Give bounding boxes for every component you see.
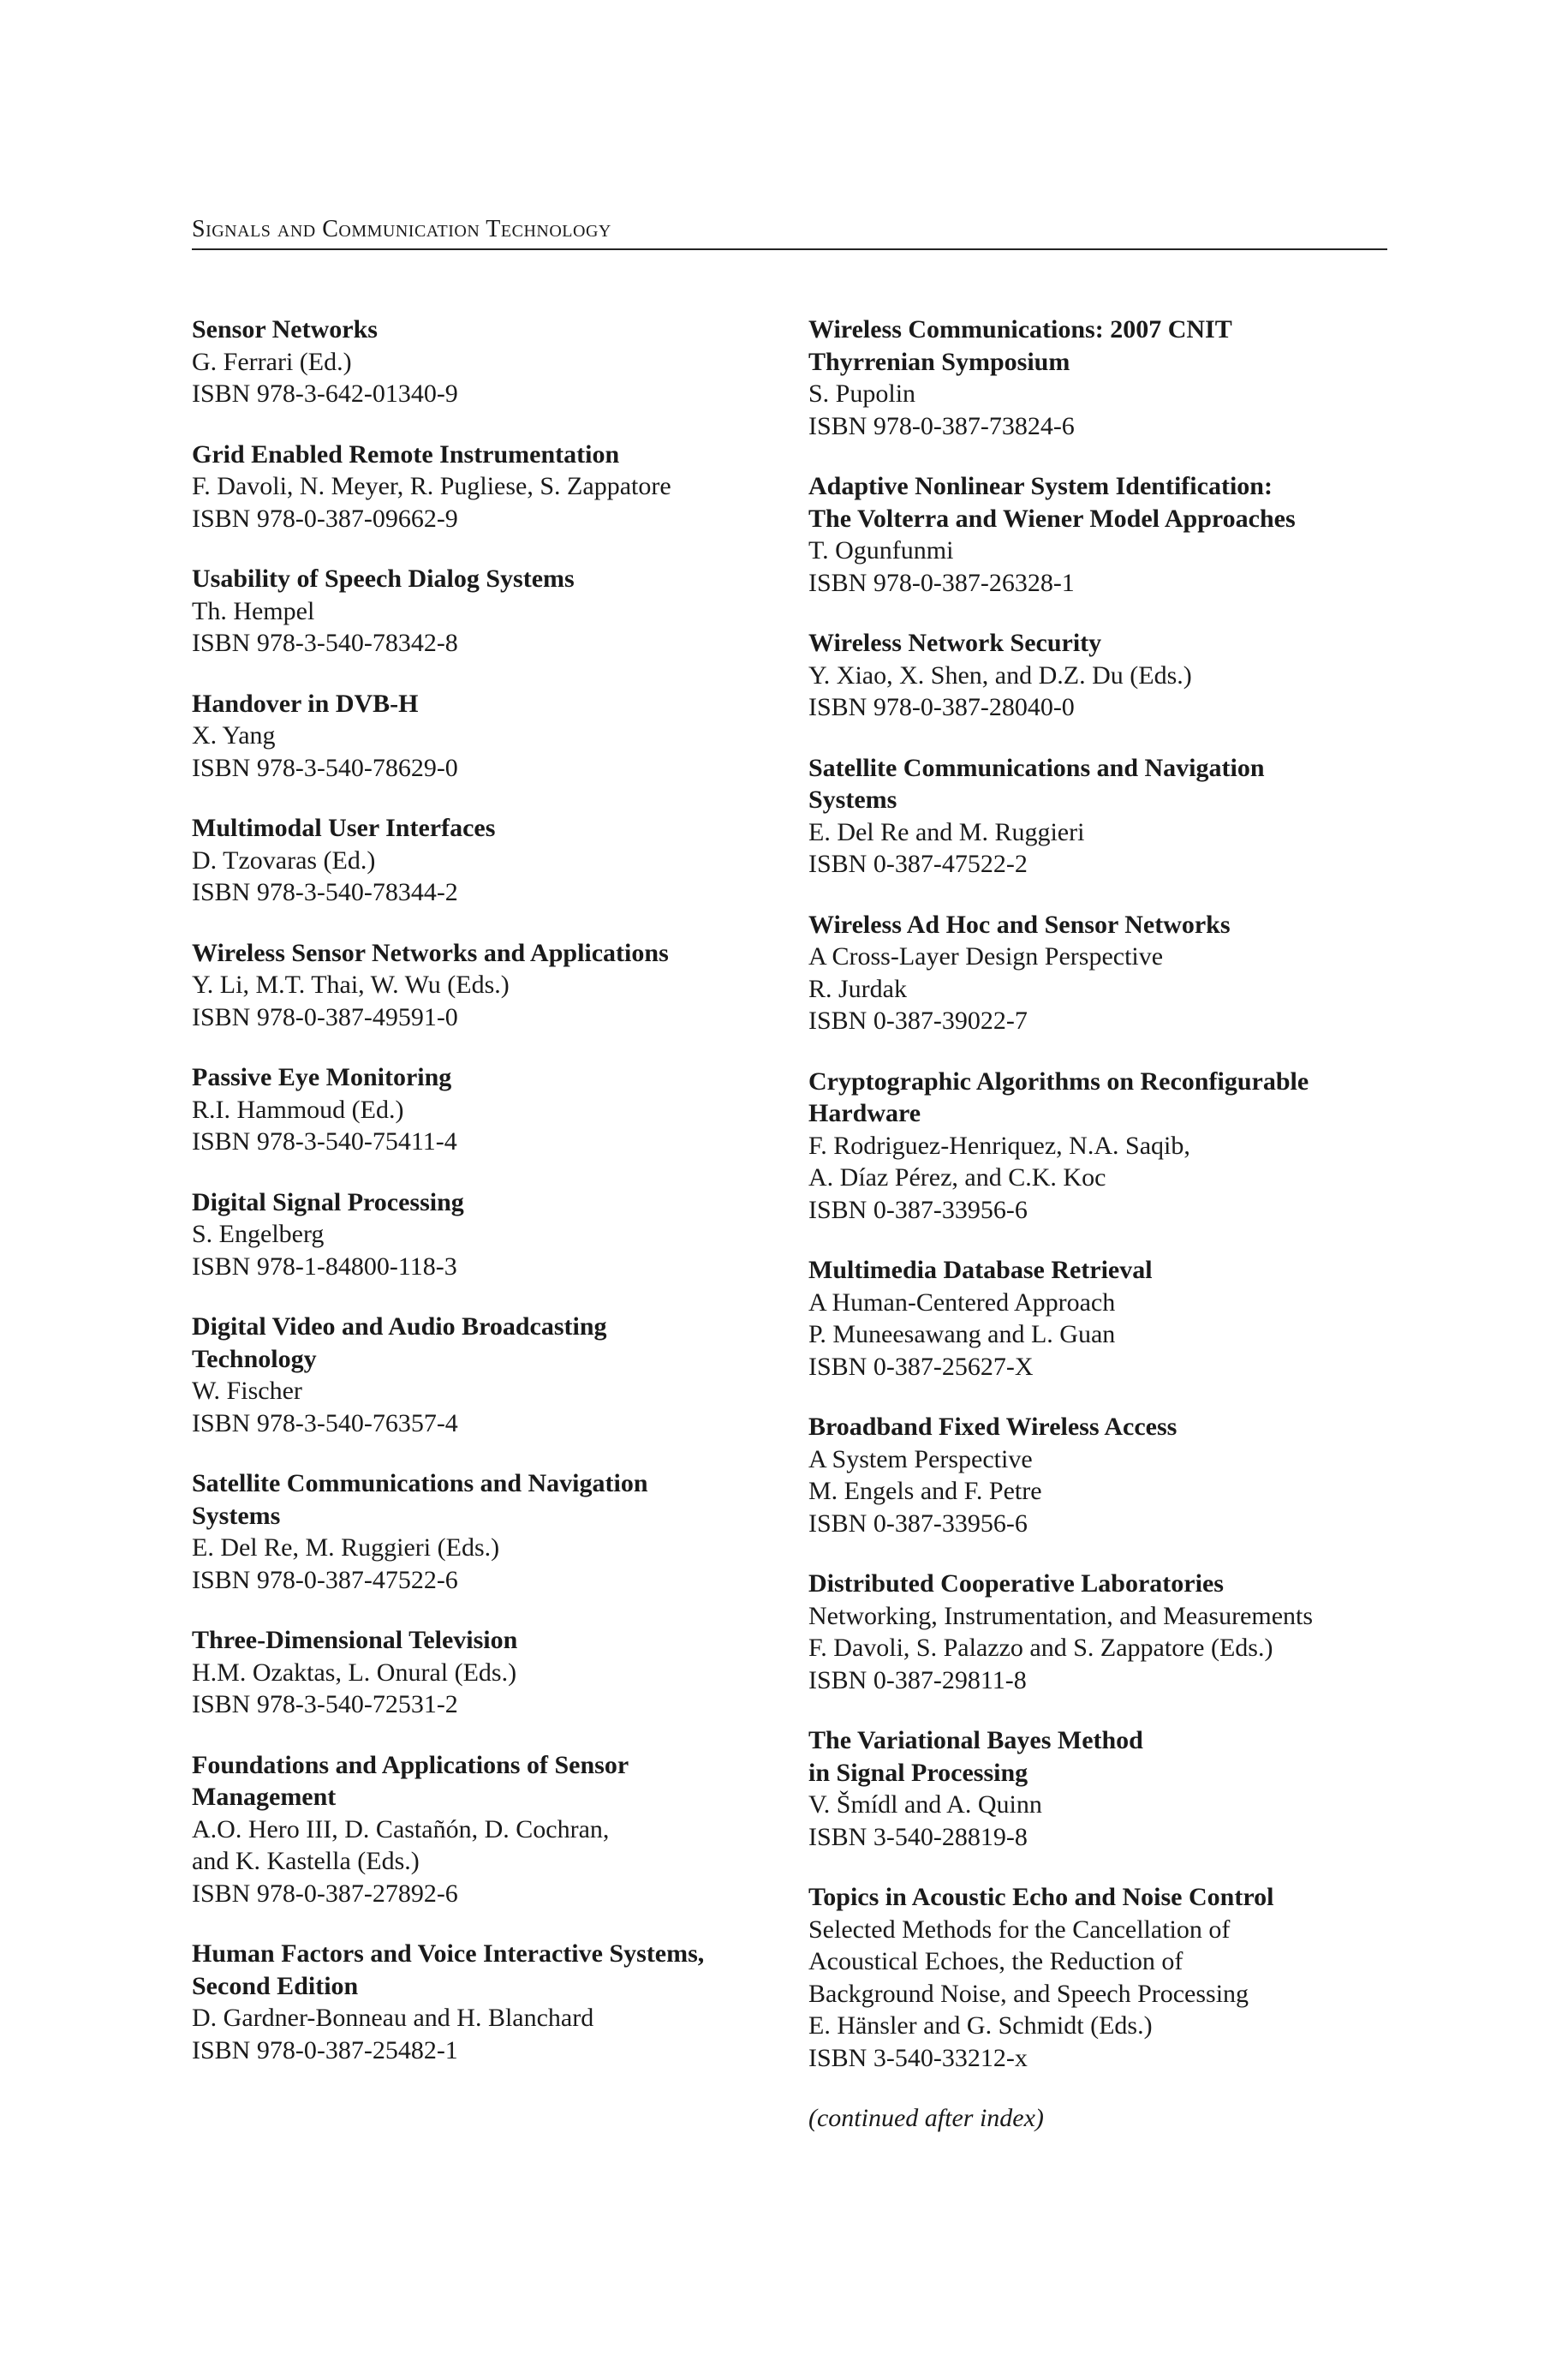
book-isbn: ISBN 978-0-387-47522-6 <box>192 1565 458 1594</box>
book-title: The Variational Bayes Method <box>808 1726 1143 1754</box>
book-detail: S. Engelberg <box>192 1220 325 1248</box>
book-isbn: ISBN 978-0-387-09662-9 <box>192 504 458 533</box>
book-detail: Y. Xiao, X. Shen, and D.Z. Du (Eds.) <box>808 660 1192 690</box>
book-detail: Selected Methods for the Cancellation of <box>808 1915 1231 1944</box>
book-detail: V. Šmídl and A. Quinn <box>808 1790 1042 1819</box>
book-title: Usability of Speech Dialog Systems <box>192 565 575 593</box>
book-entry <box>808 470 1408 599</box>
book-detail: E. Del Re and M. Ruggieri <box>808 817 1085 846</box>
book-title: Digital Signal Processing <box>192 1187 464 1216</box>
left-book-column <box>192 314 791 2094</box>
continued-note: (continued after index) <box>808 2104 1044 2132</box>
book-title: Grid Enabled Remote Instrumentation <box>192 439 620 469</box>
book-isbn: ISBN 978-0-387-28040-0 <box>808 693 1075 721</box>
book-entry <box>808 1724 1408 1853</box>
book-entry <box>192 688 791 785</box>
book-detail: A System Perspective <box>808 1444 1033 1473</box>
book-title: Wireless Communications: 2007 CNIT <box>808 315 1232 344</box>
book-detail: Networking, Instrumentation, and Measurements <box>808 1601 1314 1630</box>
book-isbn: ISBN 978-3-540-76357-4 <box>192 1408 458 1437</box>
book-entry <box>808 909 1408 1037</box>
book-isbn: ISBN 978-0-387-49591-0 <box>192 1002 458 1031</box>
book-isbn: ISBN 978-0-387-27892-6 <box>192 1879 458 1908</box>
book-entry <box>808 1881 1408 2074</box>
book-title: Wireless Ad Hoc and Sensor Networks <box>808 910 1231 939</box>
book-entry <box>192 937 791 1034</box>
book-detail: S. Pupolin <box>808 379 916 408</box>
book-isbn: ISBN 0-387-29811-8 <box>808 1665 1027 1694</box>
book-entry <box>192 1749 791 1910</box>
book-title: Hardware <box>808 1099 921 1127</box>
book-entry <box>192 1938 791 2066</box>
book-entry <box>808 1066 1408 1227</box>
book-entry <box>192 439 791 535</box>
book-entry <box>192 1061 791 1158</box>
book-detail: A.O. Hero III, D. Castañón, D. Cochran, <box>192 1814 610 1843</box>
book-isbn: ISBN 978-3-540-78344-2 <box>192 878 458 906</box>
book-isbn: ISBN 978-0-387-25482-1 <box>192 2035 458 2064</box>
book-detail: F. Davoli, S. Palazzo and S. Zappatore (Eds.) <box>808 1634 1273 1662</box>
book-detail: D. Gardner-Bonneau and H. Blanchard <box>192 2004 594 2032</box>
book-title: Cryptographic Algorithms on Reconfigurable <box>808 1067 1309 1096</box>
book-title: Multimedia Database Retrieval <box>808 1256 1153 1284</box>
book-title: Systems <box>192 1501 281 1530</box>
book-title: Topics in Acoustic Echo and Noise Control <box>808 1883 1274 1911</box>
book-isbn: ISBN 978-3-642-01340-9 <box>192 379 458 408</box>
book-title: Wireless Network Security <box>808 629 1102 657</box>
book-detail: E. Del Re, M. Ruggieri (Eds.) <box>192 1533 500 1562</box>
book-detail: P. Muneesawang and L. Guan <box>808 1320 1116 1348</box>
book-title: Passive Eye Monitoring <box>192 1063 452 1091</box>
book-title: The Volterra and Wiener Model Approaches <box>808 504 1296 533</box>
book-detail: Acoustical Echoes, the Reduction of <box>808 1947 1183 1975</box>
book-isbn: ISBN 0-387-39022-7 <box>808 1007 1028 1035</box>
book-isbn: ISBN 978-1-84800-118-3 <box>192 1252 457 1281</box>
book-detail: Th. Hempel <box>192 596 315 625</box>
book-title: Foundations and Applications of Sensor <box>192 1750 629 1779</box>
book-title: Satellite Communications and Navigation <box>192 1469 648 1497</box>
book-detail: D. Tzovaras (Ed.) <box>192 845 376 875</box>
book-title: Distributed Cooperative Laboratories <box>808 1569 1224 1598</box>
book-isbn: ISBN 978-3-540-72531-2 <box>192 1690 458 1718</box>
book-entry <box>808 1411 1408 1539</box>
book-title: Technology <box>192 1344 317 1373</box>
book-detail: and K. Kastella (Eds.) <box>192 1847 420 1875</box>
book-detail: R. Jurdak <box>808 974 907 1003</box>
book-title: Handover in DVB-H <box>192 689 419 718</box>
book-detail: A. Díaz Pérez, and C.K. Koc <box>808 1163 1106 1192</box>
book-isbn: ISBN 0-387-25627-X <box>808 1352 1034 1381</box>
book-detail: T. Ogunfunmi <box>808 536 954 565</box>
book-detail: H.M. Ozaktas, L. Onural (Eds.) <box>192 1658 517 1687</box>
book-title: Management <box>192 1783 337 1811</box>
book-title: Satellite Communications and Navigation <box>808 753 1265 782</box>
book-title: Multimodal User Interfaces <box>192 814 496 842</box>
book-entry <box>192 1467 791 1596</box>
book-title: Digital Video and Audio Broadcasting <box>192 1312 607 1341</box>
book-title: in Signal Processing <box>808 1758 1028 1787</box>
book-entry <box>808 1568 1408 1696</box>
book-detail: Background Noise, and Speech Processing <box>808 1979 1249 2008</box>
book-detail: E. Hänsler and G. Schmidt (Eds.) <box>808 2011 1153 2040</box>
book-title: Sensor Networks <box>192 315 378 344</box>
series-title: Signals and Communication Technology <box>192 216 611 242</box>
book-entry <box>808 314 1408 442</box>
book-entry <box>808 1254 1408 1383</box>
book-title: Systems <box>808 786 897 814</box>
book-entry <box>192 314 791 410</box>
book-title: Wireless Sensor Networks and Applications <box>192 938 669 967</box>
book-isbn: ISBN 3-540-28819-8 <box>808 1822 1028 1851</box>
book-detail: A Cross-Layer Design Perspective <box>808 942 1164 971</box>
book-title: Adaptive Nonlinear System Identification: <box>808 472 1273 500</box>
book-detail: M. Engels and F. Petre <box>808 1477 1042 1505</box>
book-title: Three-Dimensional Television <box>192 1626 518 1654</box>
book-title: Second Edition <box>192 1971 359 2000</box>
book-detail: X. Yang <box>192 721 276 750</box>
book-isbn: ISBN 978-3-540-78342-8 <box>192 629 458 657</box>
book-detail: Y. Li, M.T. Thai, W. Wu (Eds.) <box>192 971 510 999</box>
right-book-column <box>808 314 1408 2135</box>
book-detail: G. Ferrari (Ed.) <box>192 347 352 376</box>
book-isbn: ISBN 978-0-387-73824-6 <box>808 411 1075 440</box>
series-header <box>192 206 1387 250</box>
book-isbn: ISBN 0-387-33956-6 <box>808 1509 1028 1538</box>
book-entry <box>192 1624 791 1721</box>
book-isbn: ISBN 978-3-540-75411-4 <box>192 1127 457 1156</box>
book-isbn: ISBN 978-3-540-78629-0 <box>192 753 458 782</box>
book-detail: W. Fischer <box>192 1377 302 1405</box>
book-entry <box>808 627 1408 724</box>
book-title: Thyrrenian Symposium <box>808 347 1070 376</box>
book-entry <box>192 1311 791 1439</box>
book-isbn: ISBN 978-0-387-26328-1 <box>808 568 1075 597</box>
book-detail: F. Rodriguez-Henriquez, N.A. Saqib, <box>808 1131 1190 1160</box>
book-isbn: ISBN 0-387-47522-2 <box>808 850 1028 878</box>
book-entry <box>192 563 791 660</box>
book-title: Broadband Fixed Wireless Access <box>808 1413 1177 1441</box>
book-isbn: ISBN 0-387-33956-6 <box>808 1195 1028 1224</box>
book-entry <box>808 752 1408 881</box>
book-detail: R.I. Hammoud (Ed.) <box>192 1095 404 1124</box>
book-title: Human Factors and Voice Interactive Systems, <box>192 1939 705 1968</box>
book-detail: F. Davoli, N. Meyer, R. Pugliese, S. Zappatore <box>192 472 671 500</box>
book-isbn: ISBN 3-540-33212-x <box>808 2043 1028 2072</box>
book-detail: A Human-Centered Approach <box>808 1288 1116 1317</box>
book-entry <box>192 812 791 909</box>
book-entry <box>192 1186 791 1283</box>
